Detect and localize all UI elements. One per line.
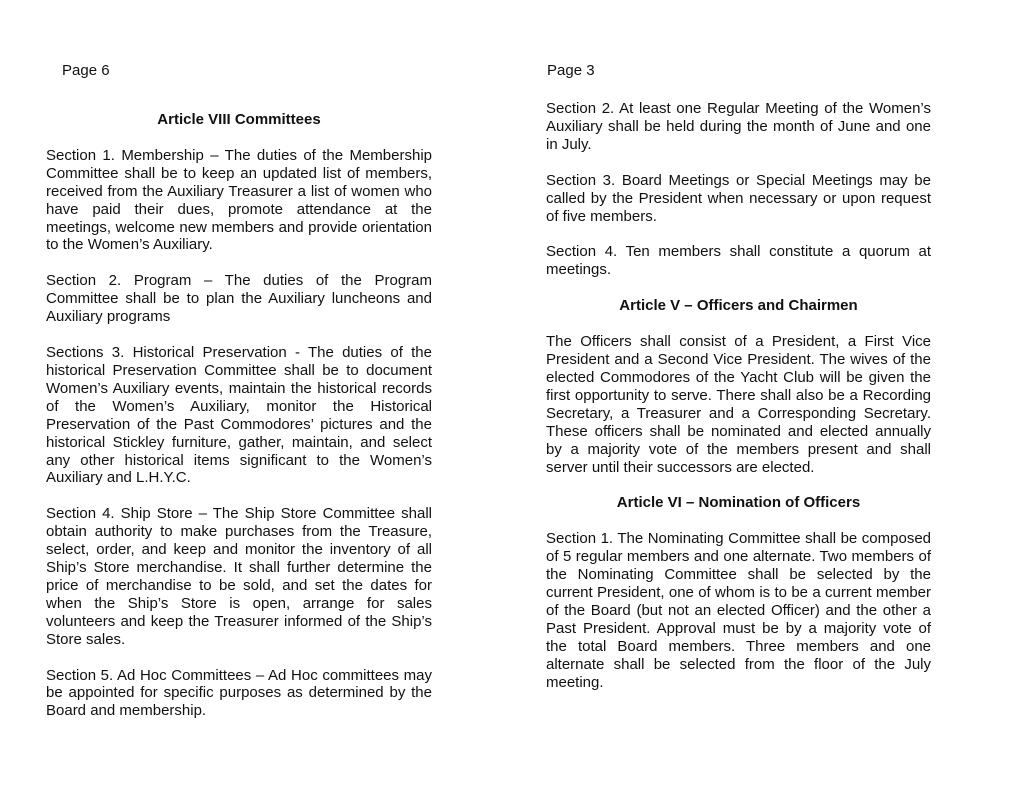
section-2-regular-meeting: Section 2. At least one Regular Meeting of the Women’s Auxiliary shall be held during the month of June and one in July.: [546, 100, 931, 153]
officers-paragraph: The Officers shall consist of a President, a First Vice President and a Second Vice President. The wives of the elected Commodores of the Yacht Club will be given the first opportunity to serve. There shall also be a Recording Secretary, a Treasurer and a Corresponding Secretary. These officers shall be nominated and elected annually by a majority vote of the members present and shall server until their successors are elected.: [546, 333, 931, 476]
section-1-nominating: Section 1. The Nominating Committee shall be composed of 5 regular members and one alternate. Two members of the Nominating Committee shall be selected by the current President, one of whom is to be a current member of the Board (but not an elected Officer) and the other a Past President. Approval must be by a majority vote of the total Board members. Three members and one alternate shall be selected from the floor of the July meeting.: [546, 530, 931, 691]
section-1-membership: Section 1. Membership – The duties of the Membership Committee shall be to keep an updated list of members, received from the Auxiliary Treasurer a list of women who have paid their dues, promote attendance at the meetings, welcome new members and provide orientation to the Women’s Auxiliary.: [46, 146, 432, 254]
article-viii-heading: Article VIII Committees: [157, 111, 321, 128]
section-2-program: Section 2. Program – The duties of the Program Committee shall be to plan the Auxiliary luncheons and Auxiliary programs: [46, 272, 432, 326]
left-page-content: [46, 111, 432, 738]
article-vi-heading: Article VI – Nomination of Officers: [616, 494, 861, 512]
section-3-board-meetings: Section 3. Board Meetings or Special Meetings may be called by the President when necessary or upon request of five members.: [546, 171, 931, 225]
section-5-ad-hoc: Section 5. Ad Hoc Committees – Ad Hoc committees may be appointed for specific purposes as determined by the Board and membership.: [46, 666, 432, 720]
section-4-ship-store: Section 4. Ship Store – The Ship Store Committee shall obtain authority to make purchases from the Treasure, select, order, and keep and monitor the inventory of all Ship’s Store merchandise. It shall further determine the price of merchandise to be sold, and set the dates for when the Ship’s Store is open, arrange for sales volunteers and keep the Treasurer informed of the Ship’s Store sales.: [46, 505, 432, 648]
page-number: Page 3: [547, 62, 595, 79]
page-number: Page 6: [62, 62, 110, 79]
right-page: [546, 0, 931, 792]
section-3-historical-preservation: Sections 3. Historical Preservation - The duties of the historical Preservation Committee shall be to document Women’s Auxiliary events, maintain the historical records of the Women’s Auxiliary, monitor the Historical Preservation of the Past Commodores’ pictures and the historical Stickley furniture, gather, maintain, and select any other historical items significant to the Women’s Auxiliary and L.H.Y.C.: [46, 344, 432, 487]
section-4-quorum: Section 4. Ten members shall constitute a quorum at meetings.: [546, 243, 931, 279]
left-page: [46, 0, 432, 792]
right-page-content: [546, 100, 931, 709]
article-v-heading: Article V – Officers and Chairmen: [619, 297, 858, 315]
